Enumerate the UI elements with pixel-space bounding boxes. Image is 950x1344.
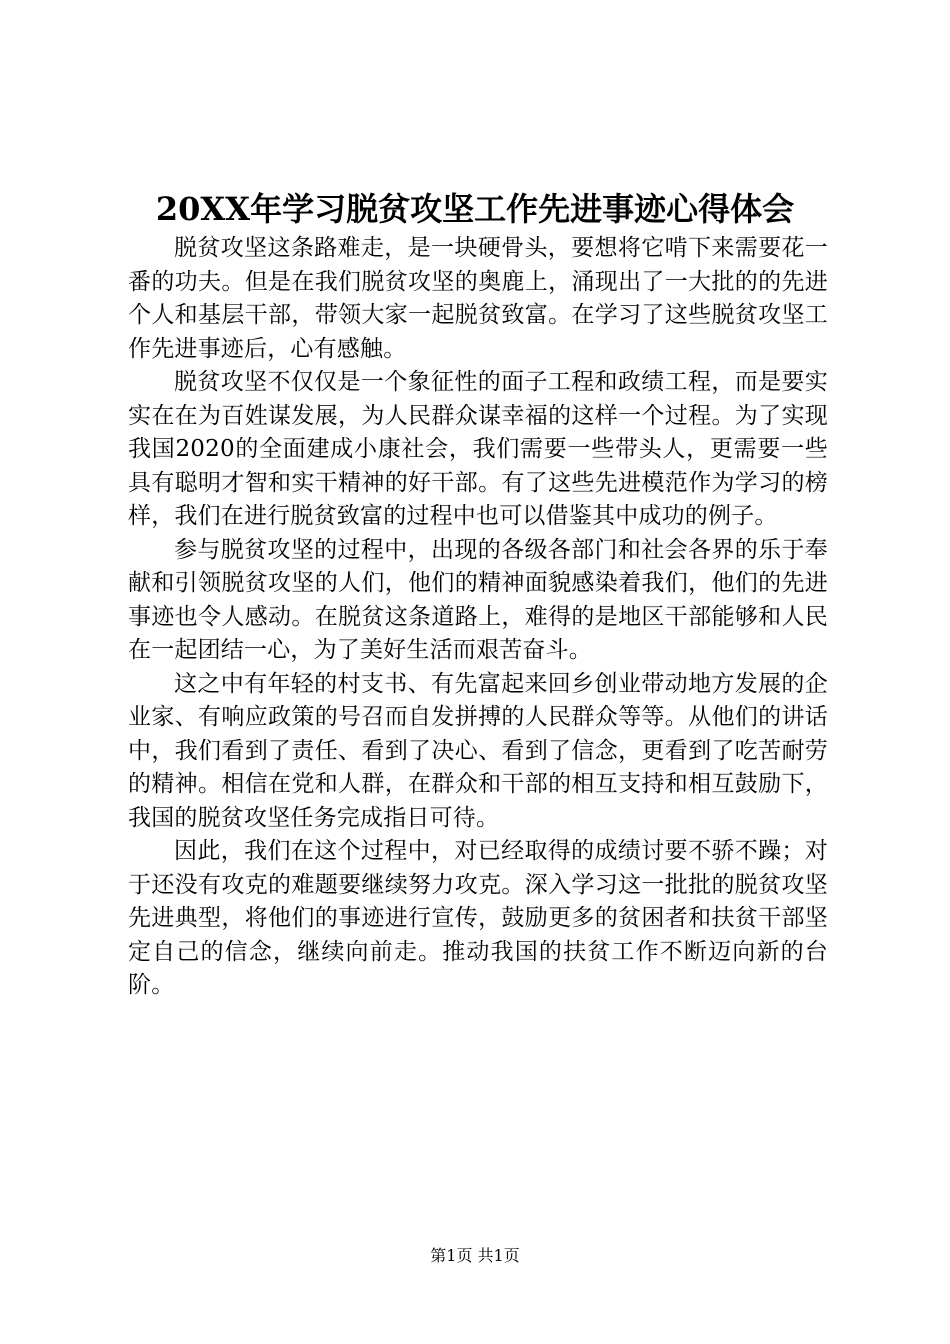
page-number-footer: 第1页 共1页: [430, 1246, 520, 1265]
paragraph-5: 因此，我们在这个过程中，对已经取得的成绩讨要不骄不躁；对于还没有攻克的难题要继续努力攻克。深入学习这一批批的脱贫攻坚先进典型，将他们的事迹进行宣传，鼓励更多的贫困者和扶贫干部坚定自己的信念，继续向前走。推动我国的扶贫工作不断迈向新的台阶。: [128, 838, 828, 998]
paragraph-3: 参与脱贫攻坚的过程中，出现的各级各部门和社会各界的乐于奉献和引领脱贫攻坚的人们，他们的精神面貌感染着我们，他们的先进事迹也令人感动。在脱贫这条道路上，难得的是地区干部能够和人民在一起团结一心，为了美好生活而艰苦奋斗。: [128, 536, 828, 663]
document-body: [128, 232, 828, 1003]
document-title: 20XX年学习脱贫攻坚工作先进事迹心得体会: [155, 190, 795, 228]
paragraph-4: 这之中有年轻的村支书、有先富起来回乡创业带动地方发展的企业家、有响应政策的号召而自发拼搏的人民群众等等。从他们的讲话中，我们看到了责任、看到了决心、看到了信念，更看到了吃苦耐劳的精神。相信在党和人群，在群众和干部的相互支持和相互鼓励下，我国的脱贫攻坚任务完成指日可待。: [128, 670, 828, 831]
paragraph-1: 脱贫攻坚这条路难走，是一块硬骨头，要想将它啃下来需要花一番的功夫。但是在我们脱贫攻坚的奥鹿上，涌现出了一大批的的先进个人和基层干部，带领大家一起脱贫致富。在学习了这些脱贫攻坚工作先进事迹后，心有感触。: [128, 235, 828, 362]
paragraph-2: 脱贫攻坚不仅仅是一个象征性的面子工程和政绩工程，而是要实实在在为百姓谋发展，为人民群众谋幸福的这样一个过程。为了实现我国2020的全面建成小康社会，我们需要一些带头人，更需要一些具有聪明才智和实干精神的好干部。有了这些先进模范作为学习的榜样，我们在进行脱贫致富的过程中也可以借鉴其中成功的例子。: [128, 369, 828, 529]
